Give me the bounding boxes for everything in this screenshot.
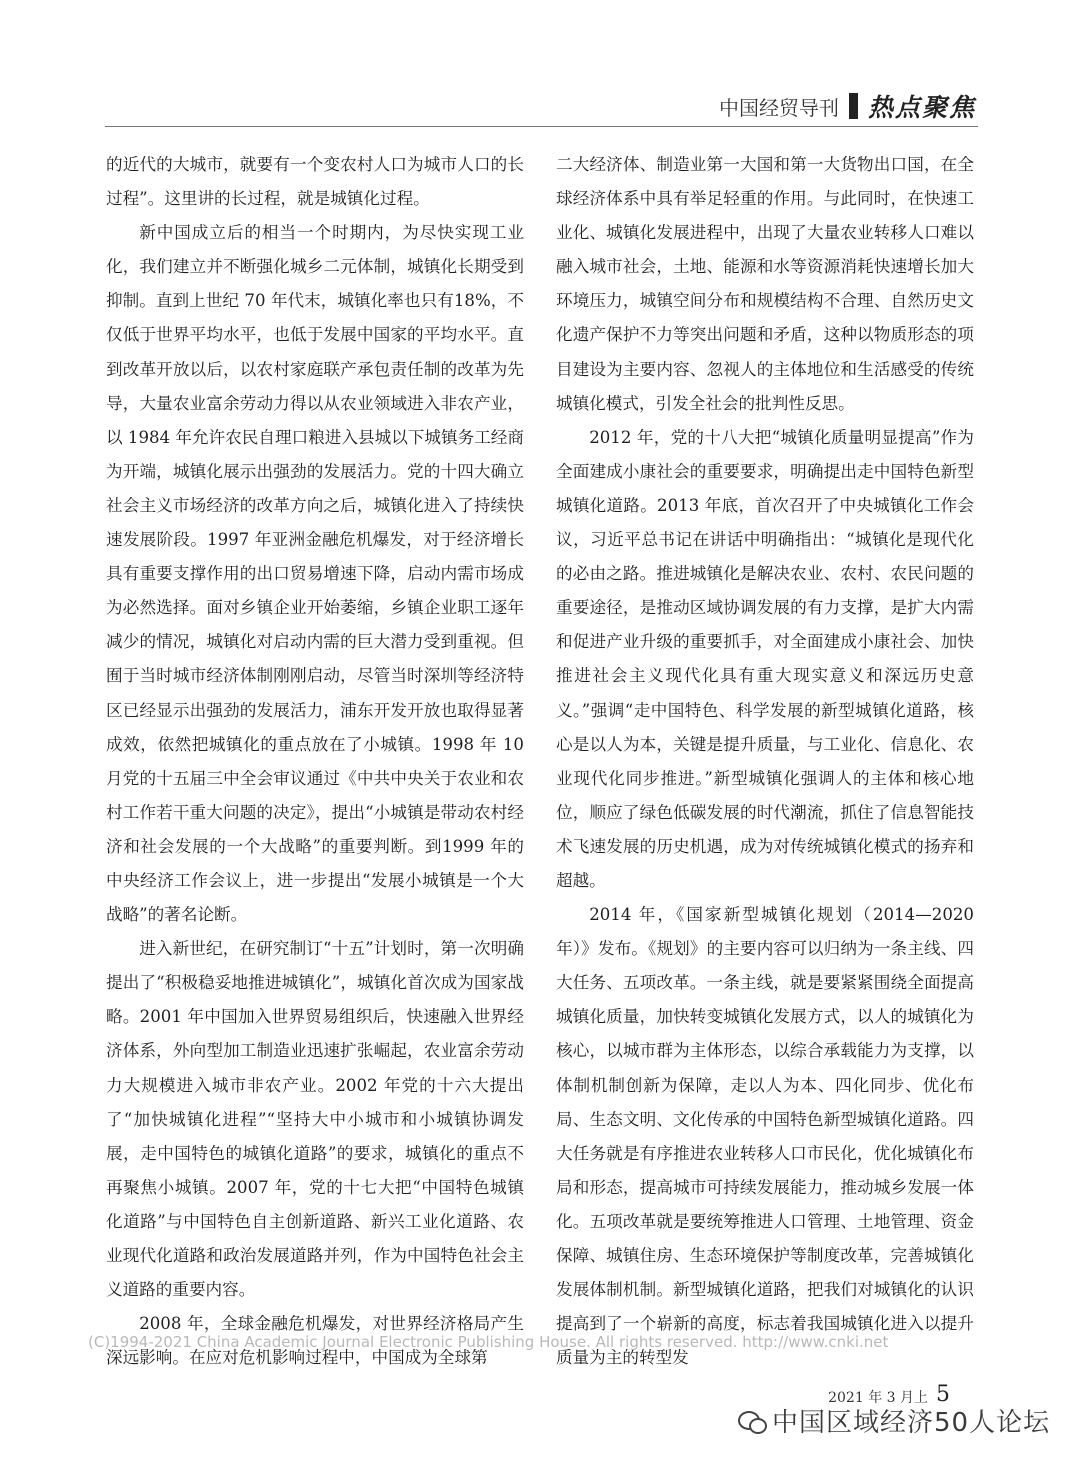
paragraph: 2014 年，《国家新型城镇化规划（2014—2020 年）》发布。《规划》的主要内容可以归纳为一条主线、四大任务、五项改革。一条主线，就是要紧紧围绕全面提高城镇化质量，加快转变城镇化发展方式，以人的城镇化为核心，以城市群为主体形态，以综合承载能力为支撑，以体制机制创新为保障，走以人为本、四化同步、优化布局、生态文明、文化传承的中国特色新型城镇化道路。四大任务就是有序推进农业转移人口市民化，优化城镇化布局和形态，提高城市可持续发展能力，推动城乡发展一体化。五项改革就是要统筹推进人口管理、土地管理、资金保障、城镇住房、生态环境保护等制度改革，完善城镇化发展体制机制。新型城镇化道路，把我们对城镇化的认识提高到了一个崭新的高度，标志着我国城镇化进入以提升质量为主的转型发 xyxy=(556,905,974,1368)
page-number: 5 xyxy=(936,1382,950,1407)
paragraph: 2008 年，全球金融危机爆发，对世界经济格局产生深远影响。在应对危机影响过程中，中国成为全球第 xyxy=(106,1314,524,1368)
paragraph: 2012 年，党的十八大把“城镇化质量明显提高”作为全面建成小康社会的重要要求，明确提出走中国特色新型城镇化道路。2013 年底，首次召开了中央城镇化工作会议，习近平总书记在讲话中明确指出：“城镇化是现代化的必由之路。推进城镇化是解决农业、农村、农民问题的重要途径，是推动区域协调发展的有力支撑，是扩大内需和促进产业升级的重要抓手，对全面建成小康社会、加快推进社会主义现代化具有重大现实意义和深远历史意义。”强调“走中国特色、科学发展的新型城镇化道路，核心是以人为本，关键是提升质量，与工业化、信息化、农业现代化同步推进。”新型城镇化强调人的主体和核心地位，顺应了绿色低碳发展的时代潮流，抓住了信息智能技术飞速发展的历史机遇，成为对传统城镇化模式的扬弃和超越。 xyxy=(556,427,974,890)
page-header xyxy=(719,88,976,124)
header-rule xyxy=(105,126,978,127)
right-column xyxy=(556,148,974,1375)
paragraph: 进入新世纪，在研究制订“十五”计划时，第一次明确提出了“积极稳妥地推进城镇化”，城镇化首次成为国家战略。2001 年中国加入世界贸易组织后，快速融入世界经济体系，外向型加工制造业迅速扩张崛起，农业富余劳动力大规模进入城市非农产业。2002 年党的十六大提出了“加快城镇化进程”“坚持大中小城市和小城镇协调发展，走中国特色的城镇化道路”的要求，城镇化的重点不再聚焦小城镇。2007 年，党的十七大把“中国特色城镇化道路”与中国特色自主创新道路、新兴工业化道路、农业现代化道路和政治发展道路并列，作为中国特色社会主义道路的重要内容。 xyxy=(106,939,524,1300)
section-title: 热点聚焦 xyxy=(867,93,976,122)
copyright-watermark: (C)1994-2021 China Academic Journal Electronic Publishing House. All rights reserved. http://www.cnki.net xyxy=(88,1333,889,1351)
account-watermark xyxy=(738,1402,1050,1439)
journal-name: 中国经贸导刊 xyxy=(718,95,839,120)
issue-date: 2021 年 3 月上 xyxy=(828,1390,928,1406)
header-divider-bar xyxy=(849,93,858,119)
paragraph: 二大经济体、制造业第一大国和第一大货物出口国，在全球经济体系中具有举足轻重的作用。与此同时，在快速工业化、城镇化发展进程中，出现了大量农业转移人口难以融入城市社会，土地、能源和水等资源消耗快速增长加大环境压力，城镇空间分布和规模结构不合理、自然历史文化遗产保护不力等突出问题和矛盾，这种以物质形态的项目建设为主要内容、忽视人的主体地位和生活感受的传统城镇化模式，引发全社会的批判性反思。 xyxy=(556,155,974,413)
watermark-text: 中国区域经济50人论坛 xyxy=(772,1408,1051,1438)
wechat-icon xyxy=(738,1409,766,1433)
paragraph: 新中国成立后的相当一个时期内，为尽快实现工业化，我们建立并不断强化城乡二元体制，城镇化长期受到抑制。直到上世纪 70 年代末，城镇化率也只有18%，不仅低于世界平均水平，也低于发展中国家的平均水平。直到改革开放以后，以农村家庭联产承包责任制的改革为先导，大量农业富余劳动力得以从农业领域进入非农产业，以 1984 年允许农民自理口粮进入县城以下城镇务工经商为开端，城镇化展示出强劲的发展活力。党的十四大确立社会主义市场经济的改革方向之后，城镇化进入了持续快速发展阶段。1997 年亚洲金融危机爆发，对于经济增长具有重要支撑作用的出口贸易增速下降，启动内需市场成为必然选择。面对乡镇企业开始萎缩，乡镇企业职工逐年减少的情况，城镇化对启动内需的巨大潜力受到重视。但囿于当时城市经济体制刚刚启动，尽管当时深圳等经济特区已经显示出强劲的发展活力，浦东开发开放也取得显著成效，依然把城镇化的重点放在了小城镇。1998 年 10 月党的十五届三中全会审议通过《中共中央关于农业和农村工作若干重大问题的决定》，提出“小城镇是带动农村经济和社会发展的一个大战略”的重要判断。到1999 年的中央经济工作会议上，进一步提出“发展小城镇是一个大战略”的著名论断。 xyxy=(106,223,524,925)
left-column xyxy=(106,148,524,1375)
paragraph: 的近代的大城市，就要有一个变农村人口为城市人口的长过程”。这里讲的长过程，就是城镇化过程。 xyxy=(106,155,524,209)
